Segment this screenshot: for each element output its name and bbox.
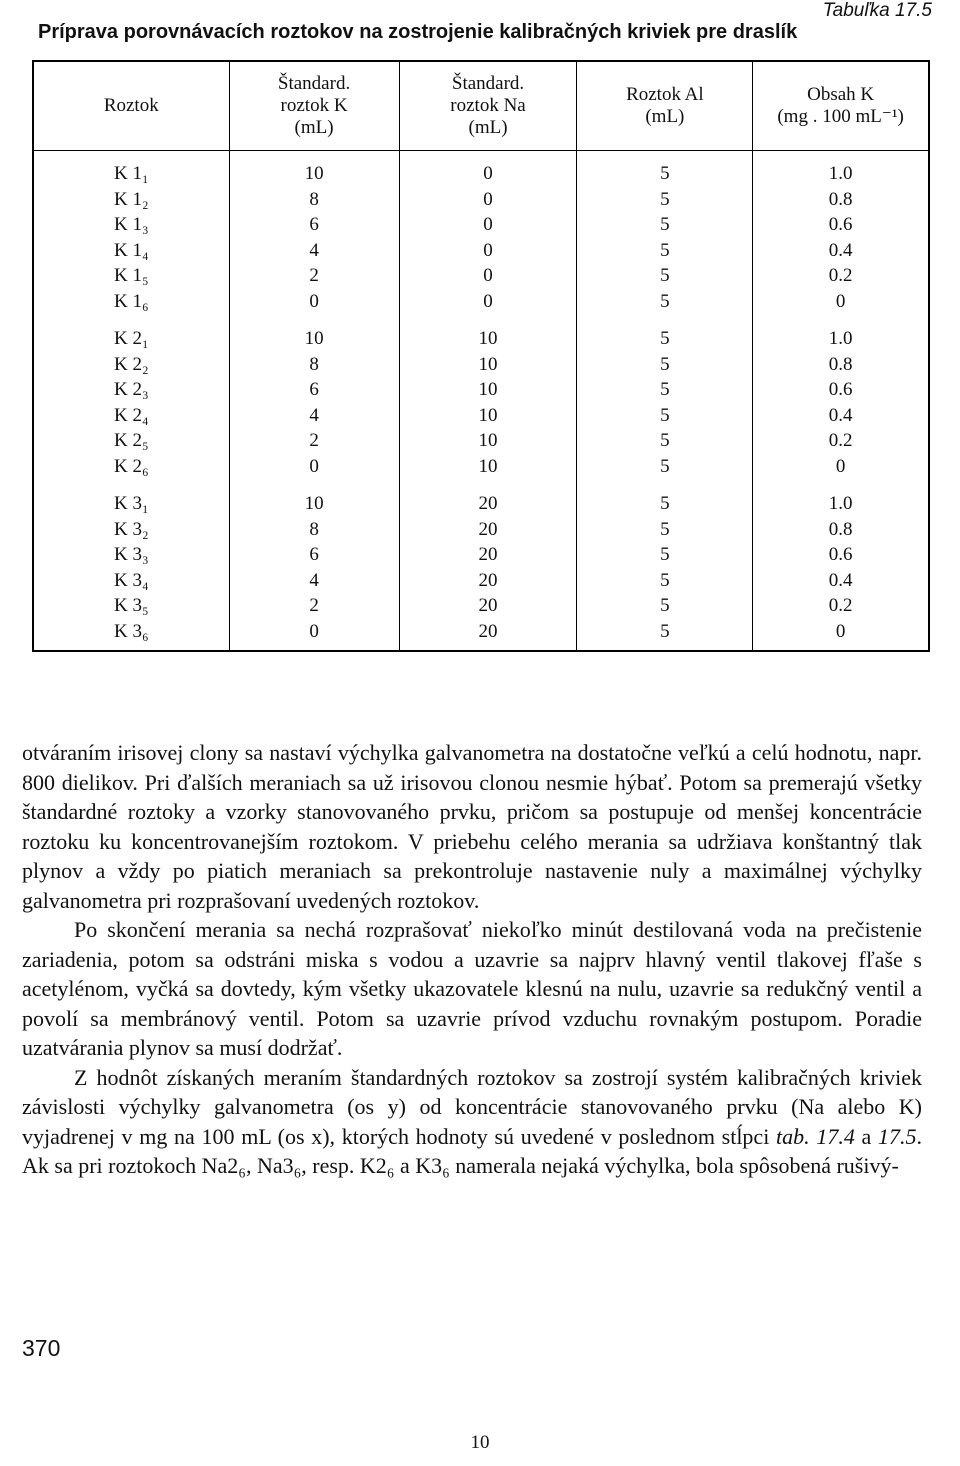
table-value: 5 bbox=[660, 328, 670, 349]
solution-label: K 1₅ bbox=[113, 265, 149, 286]
table-value: 4 bbox=[309, 404, 319, 426]
column-header-4 bbox=[753, 61, 929, 151]
table-value: 0 bbox=[483, 214, 493, 235]
table-value: 0 bbox=[483, 163, 493, 184]
solution-label: K 3₃ bbox=[113, 544, 149, 565]
column-header-line: Obsah K bbox=[807, 84, 875, 105]
footer-number: 10 bbox=[470, 1432, 490, 1453]
column-header-line: Štandard. bbox=[277, 73, 351, 94]
header-row bbox=[33, 61, 929, 151]
table-value: 0.2 bbox=[828, 595, 853, 616]
table-value: 5 bbox=[660, 265, 670, 286]
table-label: Tabuľka 17.5 bbox=[822, 0, 932, 21]
table-value: 10 bbox=[478, 328, 498, 349]
table-value: 5 bbox=[660, 455, 670, 477]
table-column-cell bbox=[229, 485, 399, 651]
table-value: 0.8 bbox=[828, 188, 853, 210]
table-value: 0 bbox=[309, 620, 319, 642]
table-value: 8 bbox=[309, 353, 319, 375]
table-value: 4 bbox=[309, 569, 319, 591]
solution-label: K 1₄ bbox=[113, 239, 149, 261]
table-value: 5 bbox=[660, 544, 670, 565]
table-row-group bbox=[33, 320, 929, 485]
table-value: 20 bbox=[478, 620, 498, 642]
table-reference-1: tab. 17.4 bbox=[776, 1123, 855, 1149]
table-column-cell bbox=[33, 320, 229, 485]
table-value: 20 bbox=[478, 544, 498, 565]
table-value: 5 bbox=[660, 493, 670, 514]
table-value: 5 bbox=[660, 518, 670, 540]
column-header-line: Štandard. bbox=[451, 73, 525, 94]
table-value: 0 bbox=[835, 620, 846, 642]
paragraph-1: otváraním irisovej clony sa nastaví výchylka galvanometra na dostatočne veľkú a celú hodnotu, napr. 800 dielikov. Pri ďalších meraniach sa už irisovou clonou nesmie hýbať. Potom sa premerajú všetky štandardné roztoky a vzorky stanovovaného prvku, pričom sa postupuje od menšej koncentrácie roztoku ku koncentrovanejším roztokom. V priebehu celého merania sa udržiava konštantný tlak plynov a vždy po piatich meraniach sa prekontroluje nastavenie nuly a maximálnej výchylky galvanometra pri rozprašovaní uvedených roztokov. bbox=[22, 740, 922, 913]
table-row-group bbox=[33, 485, 929, 651]
table-value: 20 bbox=[478, 595, 498, 616]
table-value: 10 bbox=[478, 455, 498, 477]
table-value: 20 bbox=[478, 518, 498, 540]
table-value: 5 bbox=[660, 595, 670, 616]
table-column-cell bbox=[753, 485, 929, 651]
solution-label: K 3₆ bbox=[113, 620, 149, 642]
column-header-0 bbox=[33, 61, 229, 151]
table-value: 0 bbox=[835, 290, 846, 312]
table-row-group bbox=[33, 151, 929, 321]
paragraph-3-text-b: a bbox=[854, 1123, 878, 1149]
column-header-line: roztok K bbox=[280, 95, 348, 116]
table-value: 0.6 bbox=[828, 214, 853, 235]
table-value: 0 bbox=[483, 290, 493, 312]
column-header-line: (mg . 100 mL⁻¹) bbox=[777, 106, 904, 127]
table-value: 0.2 bbox=[828, 265, 853, 286]
table-column-cell bbox=[577, 320, 753, 485]
table-value: 5 bbox=[660, 163, 670, 184]
table-value: 1.0 bbox=[828, 493, 853, 514]
table-value: 0.4 bbox=[828, 239, 853, 261]
calibration-table bbox=[32, 60, 930, 652]
solution-label: K 1₂ bbox=[113, 188, 149, 210]
column-header-line: Roztok bbox=[103, 95, 159, 116]
table-value: 0 bbox=[835, 455, 846, 477]
table-column-cell bbox=[577, 151, 753, 321]
solution-label: K 2₅ bbox=[113, 430, 149, 451]
table-value: 5 bbox=[660, 290, 670, 312]
table-value: 5 bbox=[660, 379, 670, 400]
table-value: 10 bbox=[478, 379, 498, 400]
table-value: 0.8 bbox=[828, 353, 853, 375]
table-value: 0 bbox=[483, 239, 493, 261]
solution-label: K 3₂ bbox=[113, 518, 149, 540]
table-value: 5 bbox=[660, 404, 670, 426]
table-value: 1.0 bbox=[828, 163, 853, 184]
paragraph-3 bbox=[22, 1063, 922, 1181]
table-value: 0.4 bbox=[828, 404, 853, 426]
table-value: 5 bbox=[660, 620, 670, 642]
column-header-line: (mL) bbox=[294, 117, 334, 138]
table-value: 1.0 bbox=[828, 328, 853, 349]
table-value: 6 bbox=[309, 379, 319, 400]
solution-label: K 3₅ bbox=[113, 595, 149, 616]
column-header-2 bbox=[399, 61, 577, 151]
paragraph-2: Po skončení merania sa nechá rozprašovať niekoľko minút destilovaná voda na prečistenie zariadenia, potom sa odstráni miska s vodou a uzavrie sa najprv hlavný ventil tlakovej fľaše s acetylénom, vyčká sa dovtedy, kým všetky ukazovatele klesnú na nulu, uzavrie sa redukčný ventil a povolí sa membránový ventil. Potom sa uzavrie prívod vzduchu rovnakým postupom. Poradie uzatvárania plynov sa musí dodržať. bbox=[22, 917, 922, 1060]
table-value: 5 bbox=[660, 239, 670, 261]
solution-label: K 2₆ bbox=[113, 455, 149, 477]
paragraph-3-text-c: . Ak sa pri roztokoch Na2₆, Na3₆, resp. K2₆ a K3₆ namerala nejaká výchylka, bola spôsobená rušivý- bbox=[22, 1123, 922, 1178]
table-value: 10 bbox=[478, 353, 498, 375]
table-value: 10 bbox=[304, 328, 324, 349]
column-header-line: roztok Na bbox=[450, 95, 526, 116]
column-header-line: (mL) bbox=[645, 106, 685, 127]
table-value: 10 bbox=[304, 493, 324, 514]
table-value: 2 bbox=[309, 265, 319, 286]
table-column-cell bbox=[753, 151, 929, 321]
paragraph-3-text-a: Z hodnôt získaných meraním štandardných roztokov sa zostrojí systém kalibračných kriviek závislosti výchylky galvanometra (os y) od koncentrácie stanovovaného prvku (Na alebo K) vyjadrenej v mg na 100 mL (os x), ktorých hodnoty sú uvedené v poslednom stĺpci bbox=[22, 1064, 922, 1149]
table-column-cell bbox=[753, 320, 929, 485]
table-value: 0.8 bbox=[828, 518, 853, 540]
table-value: 5 bbox=[660, 214, 670, 235]
table-value: 2 bbox=[309, 430, 319, 451]
table-column-cell bbox=[229, 320, 399, 485]
table-value: 10 bbox=[304, 163, 324, 184]
column-header-1 bbox=[229, 61, 399, 151]
table-column-cell bbox=[229, 151, 399, 321]
table-value: 8 bbox=[309, 188, 319, 210]
table-value: 0.4 bbox=[828, 569, 853, 591]
table-value: 5 bbox=[660, 430, 670, 451]
solution-label: K 2₂ bbox=[113, 353, 149, 375]
table-value: 8 bbox=[309, 518, 319, 540]
page-number: 370 bbox=[22, 1335, 61, 1361]
table-value: 20 bbox=[478, 569, 498, 591]
table-value: 0 bbox=[483, 188, 493, 210]
solution-label: K 3₄ bbox=[113, 569, 149, 591]
table-value: 4 bbox=[309, 239, 319, 261]
table-column-cell bbox=[399, 485, 577, 651]
solution-label: K 1₆ bbox=[113, 290, 149, 312]
solution-label: K 2₄ bbox=[113, 404, 149, 426]
table-value: 20 bbox=[478, 493, 498, 514]
table-value: 0.2 bbox=[828, 430, 853, 451]
table-header bbox=[33, 61, 929, 151]
column-header-line: (mL) bbox=[468, 117, 508, 138]
column-header-3 bbox=[577, 61, 753, 151]
body-text bbox=[22, 738, 922, 1181]
table-value: 6 bbox=[309, 544, 319, 565]
table-column-cell bbox=[399, 320, 577, 485]
table-column-cell bbox=[33, 485, 229, 651]
table-value: 10 bbox=[478, 404, 498, 426]
table-title: Príprava porovnávacích roztokov na zostrojenie kalibračných kriviek pre draslík bbox=[38, 21, 798, 43]
table-value: 6 bbox=[309, 214, 319, 235]
table-reference-2: 17.5 bbox=[878, 1123, 917, 1149]
solution-label: K 1₃ bbox=[113, 214, 149, 235]
solution-label: K 1₁ bbox=[113, 163, 149, 184]
column-header-line: Roztok Al bbox=[626, 84, 704, 105]
table-value: 0 bbox=[483, 265, 493, 286]
table-value: 0.6 bbox=[828, 544, 853, 565]
table-body bbox=[33, 151, 929, 652]
table-column-cell bbox=[399, 151, 577, 321]
table-column-cell bbox=[33, 151, 229, 321]
table-value: 0 bbox=[309, 290, 319, 312]
table-value: 5 bbox=[660, 188, 670, 210]
solution-label: K 3₁ bbox=[113, 493, 149, 514]
solution-label: K 2₁ bbox=[113, 328, 149, 349]
table-value: 5 bbox=[660, 353, 670, 375]
table-column-cell bbox=[577, 485, 753, 651]
table-value: 2 bbox=[309, 595, 319, 616]
table-value: 0 bbox=[309, 455, 319, 477]
table-value: 10 bbox=[478, 430, 498, 451]
solution-label: K 2₃ bbox=[113, 379, 149, 400]
table-value: 5 bbox=[660, 569, 670, 591]
table-value: 0.6 bbox=[828, 379, 853, 400]
